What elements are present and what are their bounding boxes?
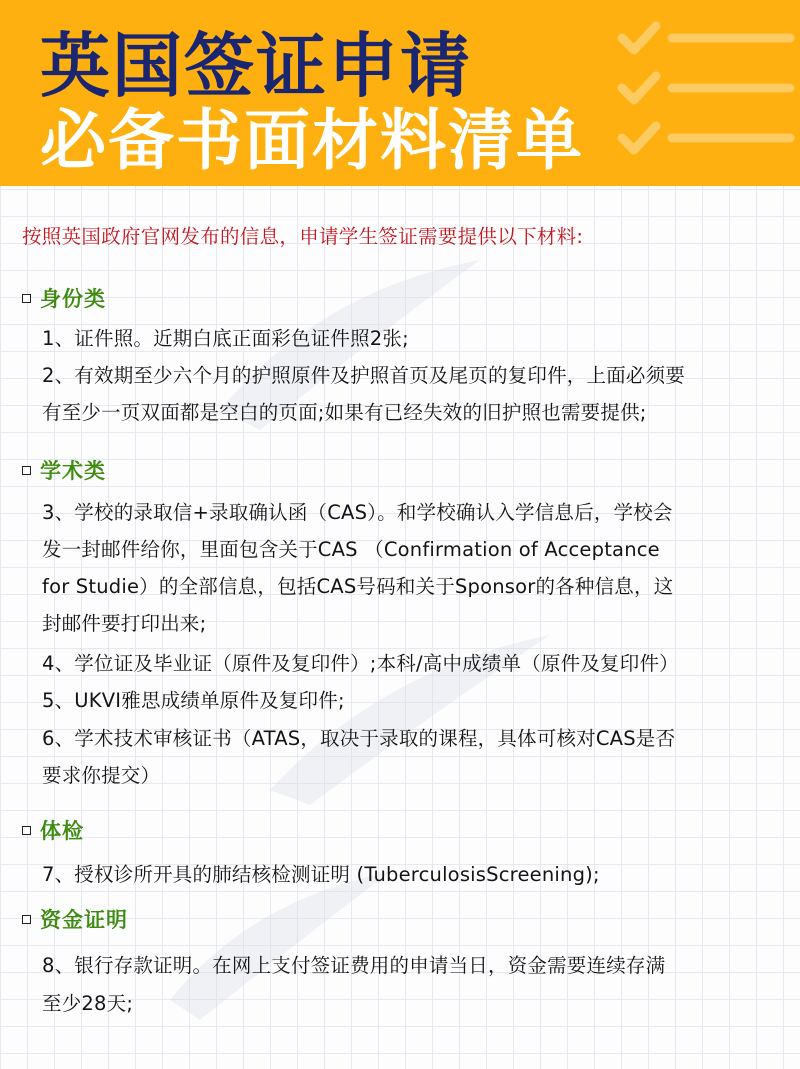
list-item: 4、学位证及毕业证（原件及复印件）;本科/高中成绩单（原件及复印件） (42, 652, 679, 675)
section-academic-heading (22, 454, 106, 486)
section-funds-heading (22, 903, 128, 935)
section-medical-heading (22, 814, 84, 846)
intro-text: 按照英国政府官网发布的信息，申请学生签证需要提供以下材料: (22, 225, 584, 248)
title-line1: 英国签证申请 (40, 25, 472, 107)
list-item: 5、UKVI雅思成绩单原件及复印件; (42, 689, 345, 712)
checkbox-square-icon (22, 826, 31, 835)
section-title: 学术类 (40, 459, 106, 483)
list-item: 要求你提交） (42, 764, 161, 787)
list-item: for Studie）的全部信息，包括CAS号码和关于Sponsor的各种信息，这 (42, 575, 674, 598)
list-item: 2、有效期至少六个月的护照原件及护照首页及尾页的复印件，上面必须要 (42, 364, 686, 387)
list-item: 1、证件照。近期白底正面彩色证件照2张; (42, 327, 409, 350)
checkbox-square-icon (22, 915, 31, 924)
section-title: 体检 (40, 819, 84, 843)
list-item: 7、授权诊所开具的肺结核检测证明 (TuberculosisScreening); (42, 863, 600, 886)
list-item: 至少28天; (42, 992, 134, 1015)
list-item: 发一封邮件给你，里面包含关于CAS （Confirmation of Acceptance (42, 538, 660, 561)
section-identity-heading (22, 282, 106, 314)
section-title: 身份类 (40, 287, 106, 311)
checkbox-square-icon (22, 466, 31, 475)
checklist-decoration-icon (600, 0, 800, 186)
list-item: 8、银行存款证明。在网上支付签证费用的申请当日，资金需要连续存满 (42, 954, 666, 977)
list-item: 3、学校的录取信+录取确认函（CAS）。和学校确认入学信息后，学校会 (42, 501, 673, 524)
list-item: 6、学术技术审核证书（ATAS，取决于录取的课程，具体可核对CAS是否 (42, 727, 676, 750)
section-title: 资金证明 (40, 908, 128, 932)
title-line2: 必备书面材料清单 (40, 102, 584, 179)
list-item: 有至少一页双面都是空白的页面;如果有已经失效的旧护照也需要提供; (42, 401, 647, 424)
checkbox-square-icon (22, 294, 31, 303)
header-banner (0, 0, 800, 186)
list-item: 封邮件要打印出来; (42, 612, 207, 635)
